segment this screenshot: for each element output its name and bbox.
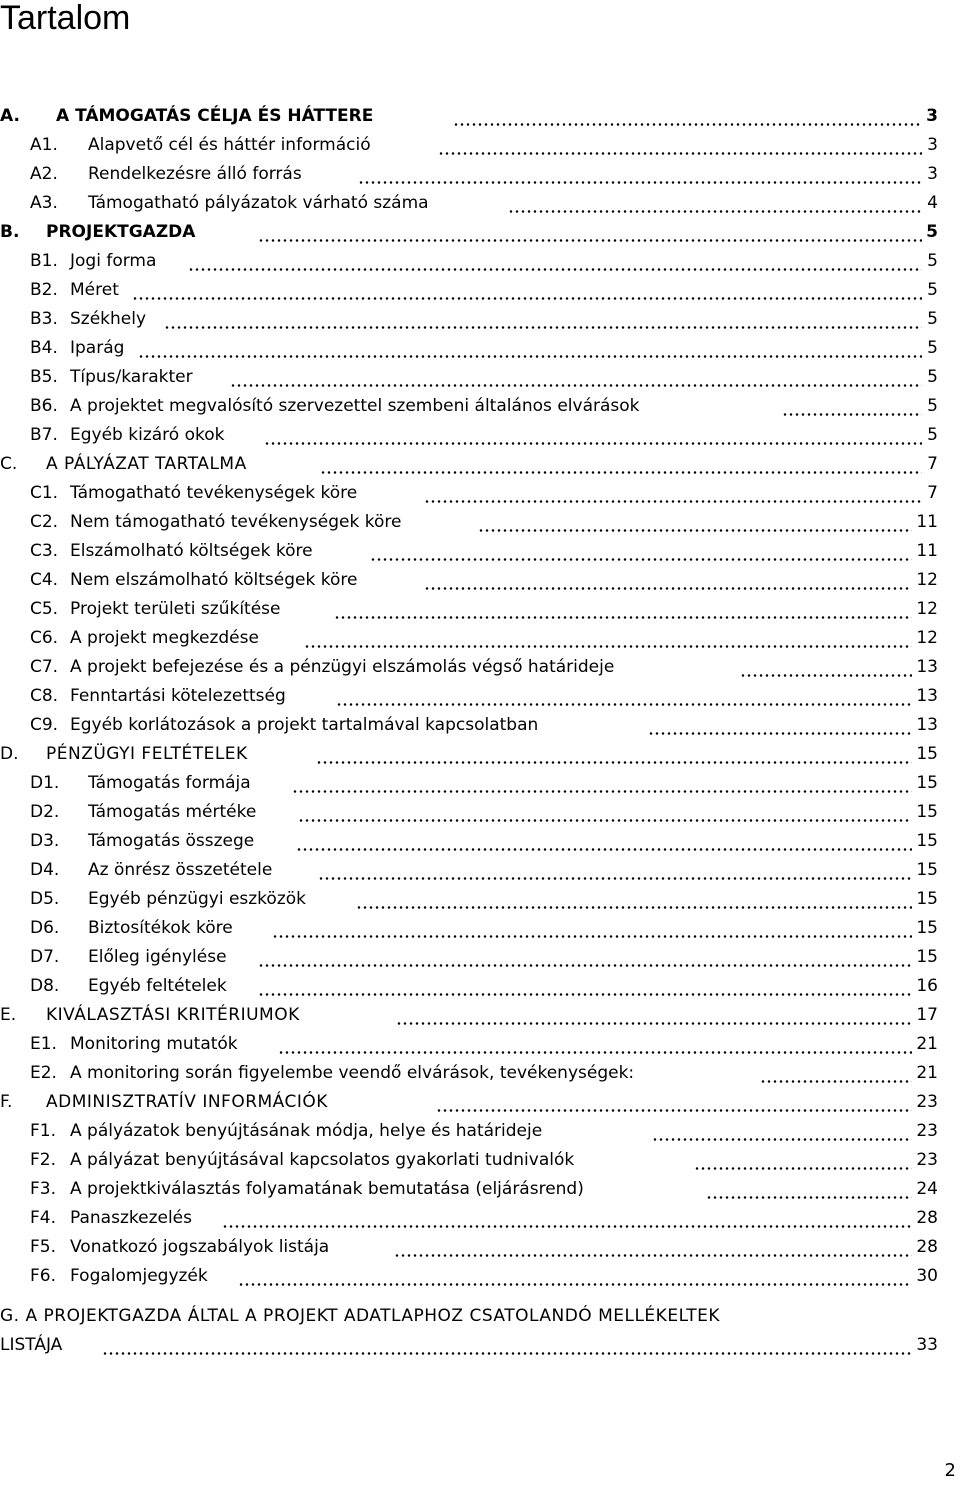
toc-entry[interactable]: [0, 624, 960, 653]
toc-page-number: 5: [926, 222, 938, 242]
toc-page-number: 28: [916, 1208, 938, 1228]
toc-leader: [272, 935, 912, 938]
toc-entry-title: Előleg igénylése: [88, 947, 227, 967]
toc-page-number: 5: [927, 338, 938, 358]
toc-entry-number: A2.: [30, 164, 58, 184]
toc-entry-title: A pályázatok benyújtásának módja, helye és határideje: [70, 1121, 543, 1141]
toc-leader: [264, 442, 922, 445]
page-number: 2: [944, 1460, 956, 1481]
toc-page-number: 11: [916, 512, 938, 532]
toc-page-number: 5: [927, 251, 938, 271]
toc-page-number: 15: [916, 947, 938, 967]
toc-leader: [436, 1109, 912, 1112]
toc-leader: [652, 1138, 912, 1141]
toc-leader: [356, 906, 912, 909]
toc-page-number: 5: [927, 309, 938, 329]
toc-entry[interactable]: [0, 1059, 960, 1088]
toc-entry[interactable]: [0, 1204, 960, 1233]
toc-page-number: 4: [927, 193, 938, 213]
toc-entry-number: F4.: [30, 1208, 56, 1228]
toc-leader: [188, 268, 922, 271]
toc-page-number: 13: [916, 686, 938, 706]
toc-entry[interactable]: [0, 1088, 960, 1117]
toc-entry[interactable]: [0, 392, 960, 421]
toc-entry[interactable]: [0, 769, 960, 798]
toc-entry-number: D7.: [30, 947, 60, 967]
toc-entry-g[interactable]: [0, 1302, 960, 1360]
toc-entry-number: B5.: [30, 367, 58, 387]
toc-entry[interactable]: [0, 682, 960, 711]
toc-entry[interactable]: [0, 711, 960, 740]
toc-leader: [370, 558, 912, 561]
toc-leader: [132, 297, 922, 300]
toc-entry[interactable]: [0, 885, 960, 914]
toc-page-number: 33: [916, 1335, 938, 1355]
toc-leader: [230, 384, 922, 387]
toc-entry-number: B7.: [30, 425, 58, 445]
toc-leader: [334, 616, 912, 619]
toc-entry-title: Projekt területi szűkítése: [70, 599, 281, 619]
toc-entry-number: C9.: [30, 715, 59, 735]
toc-entry-title: PROJEKTGAZDA: [46, 222, 196, 242]
toc-entry[interactable]: [0, 189, 960, 218]
toc-entry-number: C8.: [30, 686, 59, 706]
toc-page-number: 15: [916, 860, 938, 880]
toc-entry-title: A projekt befejezése és a pénzügyi elszámolás végső határideje: [70, 657, 615, 677]
toc-entry-title: Fenntartási kötelezettség: [70, 686, 286, 706]
toc-page-number: 3: [927, 135, 938, 155]
toc-page-number: 5: [927, 396, 938, 416]
toc-leader: [320, 471, 922, 474]
toc-leader: [694, 1167, 912, 1170]
toc-entry-title: Támogatható tevékenységek köre: [70, 483, 358, 503]
toc-leader: [396, 1022, 912, 1025]
toc-entry[interactable]: [0, 1262, 960, 1291]
toc-leader: [298, 819, 912, 822]
toc-entry-title: A projektkiválasztás folyamatának bemutatása (eljárásrend): [70, 1179, 584, 1199]
toc-entry-number: A1.: [30, 135, 58, 155]
toc-page-number: 21: [916, 1034, 938, 1054]
toc-leader: [424, 587, 912, 590]
toc-leader: [478, 529, 912, 532]
toc-entry[interactable]: [0, 102, 960, 131]
toc-page-number: 23: [916, 1092, 938, 1112]
toc-leader: [760, 1080, 912, 1083]
toc-leader: [292, 790, 912, 793]
toc-entry-title: PÉNZÜGYI FELTÉTELEK: [46, 744, 248, 764]
page-title: Tartalom: [0, 0, 131, 37]
toc-entry-title: Méret: [70, 280, 119, 300]
toc-entry-title: Elszámolható költségek köre: [70, 541, 313, 561]
toc-entry-number: C1.: [30, 483, 59, 503]
toc-leader: [316, 761, 912, 764]
toc-entry-title: A projektet megvalósító szervezettel szembeni általános elvárások: [70, 396, 640, 416]
toc-entry-number: F3.: [30, 1179, 56, 1199]
toc-page-number: 7: [927, 483, 938, 503]
toc-entry[interactable]: [0, 421, 960, 450]
toc-leader: [706, 1196, 912, 1199]
toc-page-number: 16: [916, 976, 938, 996]
toc-entry-number: B4.: [30, 338, 58, 358]
toc-page-number: 28: [916, 1237, 938, 1257]
toc-page-number: 12: [916, 599, 938, 619]
toc-entry[interactable]: [0, 537, 960, 566]
toc-entry[interactable]: [0, 1001, 960, 1030]
toc-entry-title: A PÁLYÁZAT TARTALMA: [46, 454, 247, 474]
toc-page-number: 17: [916, 1005, 938, 1025]
toc-page-number: 3: [926, 106, 938, 126]
toc-entry-number: F6.: [30, 1266, 56, 1286]
toc-entry-title: Típus/karakter: [70, 367, 193, 387]
toc-leader: [138, 355, 922, 358]
toc-page-number: 12: [916, 628, 938, 648]
toc-entry-number: B6.: [30, 396, 58, 416]
toc-entry-title: Iparág: [70, 338, 125, 358]
toc-entry-title: Nem támogatható tevékenységek köre: [70, 512, 402, 532]
toc-entry-number: D5.: [30, 889, 60, 909]
toc-entry-number: C7.: [30, 657, 59, 677]
toc-page-number: 30: [916, 1266, 938, 1286]
toc-leader: [258, 993, 912, 996]
toc-leader: [424, 500, 922, 503]
toc-page-number: 5: [927, 367, 938, 387]
toc-page-number: 13: [916, 657, 938, 677]
toc-entry-title: A pályázat benyújtásával kapcsolatos gyakorlati tudnivalók: [70, 1150, 575, 1170]
toc-entry-number: D.: [0, 744, 19, 764]
toc-entry-number: B.: [0, 222, 20, 242]
toc-page-number: 7: [927, 454, 938, 474]
toc-entry[interactable]: [0, 160, 960, 189]
toc-page-number: 15: [916, 889, 938, 909]
toc-leader: [318, 877, 912, 880]
toc-leader: [258, 239, 922, 242]
toc-leader: [164, 326, 922, 329]
toc-entry-title: Egyéb feltételek: [88, 976, 227, 996]
toc-entry[interactable]: [0, 1233, 960, 1262]
toc-leader: [238, 1283, 912, 1286]
toc-entry-title-line2: LISTÁJA: [0, 1335, 63, 1355]
toc-leader: [438, 152, 922, 155]
toc-entry[interactable]: [0, 595, 960, 624]
toc-entry-number: D8.: [30, 976, 60, 996]
toc-entry-number: D4.: [30, 860, 60, 880]
toc-entry-title: Támogatás összege: [88, 831, 255, 851]
toc-page-number: 13: [916, 715, 938, 735]
toc-entry-title: Egyéb pénzügyi eszközök: [88, 889, 306, 909]
toc-page-number: 5: [927, 280, 938, 300]
toc-page-number: 23: [916, 1121, 938, 1141]
toc-entry-title: Jogi forma: [70, 251, 157, 271]
toc-entry-title: Székhely: [70, 309, 147, 329]
toc-entry[interactable]: [0, 305, 960, 334]
toc-page-number: 24: [916, 1179, 938, 1199]
toc-leader: [358, 181, 922, 184]
toc-entry-title: Támogatás mértéke: [88, 802, 257, 822]
toc-leader: [740, 674, 912, 677]
toc-entry[interactable]: [0, 740, 960, 769]
toc-entry-title: Egyéb korlátozások a projekt tartalmával kapcsolatban: [70, 715, 539, 735]
toc-entry-number: C.: [0, 454, 18, 474]
toc-entry[interactable]: [0, 1117, 960, 1146]
toc-leader: [102, 1352, 912, 1355]
toc-entry-title: Panaszkezelés: [70, 1208, 192, 1228]
toc-page-number: 15: [916, 831, 938, 851]
toc-entry[interactable]: [0, 276, 960, 305]
table-of-contents: [0, 102, 960, 1291]
toc-entry-number: F1.: [30, 1121, 56, 1141]
toc-entry-title: Vonatkozó jogszabályok listája: [70, 1237, 330, 1257]
toc-entry-number: D1.: [30, 773, 60, 793]
toc-leader: [394, 1254, 912, 1257]
toc-entry-number: D2.: [30, 802, 60, 822]
toc-entry-title-line1: G. A PROJEKTGAZDA ÁLTAL A PROJEKT ADATLAPHOZ CSATOLANDÓ MELLÉKELTEK: [0, 1306, 720, 1326]
toc-entry-title: Egyéb kizáró okok: [70, 425, 225, 445]
toc-leader: [648, 732, 912, 735]
toc-entry[interactable]: [0, 247, 960, 276]
toc-entry-number: C2.: [30, 512, 59, 532]
toc-entry-number: F5.: [30, 1237, 56, 1257]
toc-entry-number: F2.: [30, 1150, 56, 1170]
toc-leader: [304, 645, 912, 648]
toc-page-number: 21: [916, 1063, 938, 1083]
toc-leader: [508, 210, 922, 213]
toc-page-number: 15: [916, 773, 938, 793]
toc-page-number: 11: [916, 541, 938, 561]
toc-entry[interactable]: [0, 1175, 960, 1204]
toc-entry[interactable]: [0, 566, 960, 595]
toc-entry-number: C4.: [30, 570, 59, 590]
toc-leader: [258, 964, 912, 967]
toc-entry-number: E.: [0, 1005, 17, 1025]
toc-entry[interactable]: [0, 1146, 960, 1175]
toc-page-number: 15: [916, 918, 938, 938]
toc-entry[interactable]: [0, 363, 960, 392]
toc-entry-number: C6.: [30, 628, 59, 648]
toc-entry-title: Támogatható pályázatok várható száma: [88, 193, 429, 213]
toc-entry-title: A projekt megkezdése: [70, 628, 259, 648]
toc-leader: [222, 1225, 912, 1228]
toc-page-number: 15: [916, 802, 938, 822]
toc-leader: [782, 413, 922, 416]
toc-entry[interactable]: [0, 218, 960, 247]
toc-entry[interactable]: [0, 1030, 960, 1059]
toc-entry-number: E1.: [30, 1034, 57, 1054]
toc-page-number: 3: [927, 164, 938, 184]
toc-entry[interactable]: [0, 943, 960, 972]
toc-entry-title: A monitoring során figyelembe veendő elvárások, tevékenységek:: [70, 1063, 635, 1083]
toc-entry[interactable]: [0, 450, 960, 479]
toc-entry[interactable]: [0, 131, 960, 160]
toc-entry[interactable]: [0, 653, 960, 682]
toc-leader: [278, 1051, 912, 1054]
toc-entry-title: Alapvető cél és háttér információ: [88, 135, 371, 155]
toc-page-number: 5: [927, 425, 938, 445]
toc-entry-title: KIVÁLASZTÁSI KRITÉRIUMOK: [46, 1005, 300, 1025]
toc-entry-number: B3.: [30, 309, 58, 329]
toc-entry[interactable]: [0, 827, 960, 856]
toc-page-number: 12: [916, 570, 938, 590]
toc-entry-number: B1.: [30, 251, 58, 271]
toc-entry[interactable]: [0, 914, 960, 943]
toc-page-number: 15: [916, 744, 938, 764]
toc-page-number: 23: [916, 1150, 938, 1170]
toc-entry-number: D6.: [30, 918, 60, 938]
toc-entry-number: A.: [0, 106, 20, 126]
toc-entry-number: A3.: [30, 193, 58, 213]
toc-entry-number: E2.: [30, 1063, 57, 1083]
toc-entry[interactable]: [0, 334, 960, 363]
toc-entry-number: F.: [0, 1092, 13, 1112]
toc-entry-number: C5.: [30, 599, 59, 619]
toc-entry-title: Fogalomjegyzék: [70, 1266, 208, 1286]
toc-entry-title: Az önrész összetétele: [88, 860, 273, 880]
toc-entry[interactable]: [0, 479, 960, 508]
toc-entry-title: Nem elszámolható költségek köre: [70, 570, 358, 590]
toc-entry-title: ADMINISZTRATÍV INFORMÁCIÓK: [46, 1092, 328, 1112]
toc-leader: [296, 848, 912, 851]
toc-entry[interactable]: [0, 508, 960, 537]
toc-entry-number: D3.: [30, 831, 60, 851]
toc-entry[interactable]: [0, 856, 960, 885]
toc-entry[interactable]: [0, 798, 960, 827]
toc-entry-title: Támogatás formája: [88, 773, 251, 793]
toc-entry-title: Monitoring mutatók: [70, 1034, 238, 1054]
toc-entry-title: Biztosítékok köre: [88, 918, 233, 938]
toc-entry-title: A TÁMOGATÁS CÉLJA ÉS HÁTTERE: [56, 106, 374, 126]
toc-leader: [336, 703, 912, 706]
toc-entry-number: B2.: [30, 280, 58, 300]
toc-leader: [453, 123, 922, 126]
toc-entry-title: Rendelkezésre álló forrás: [88, 164, 302, 184]
toc-entry[interactable]: [0, 972, 960, 1001]
toc-entry-number: C3.: [30, 541, 59, 561]
